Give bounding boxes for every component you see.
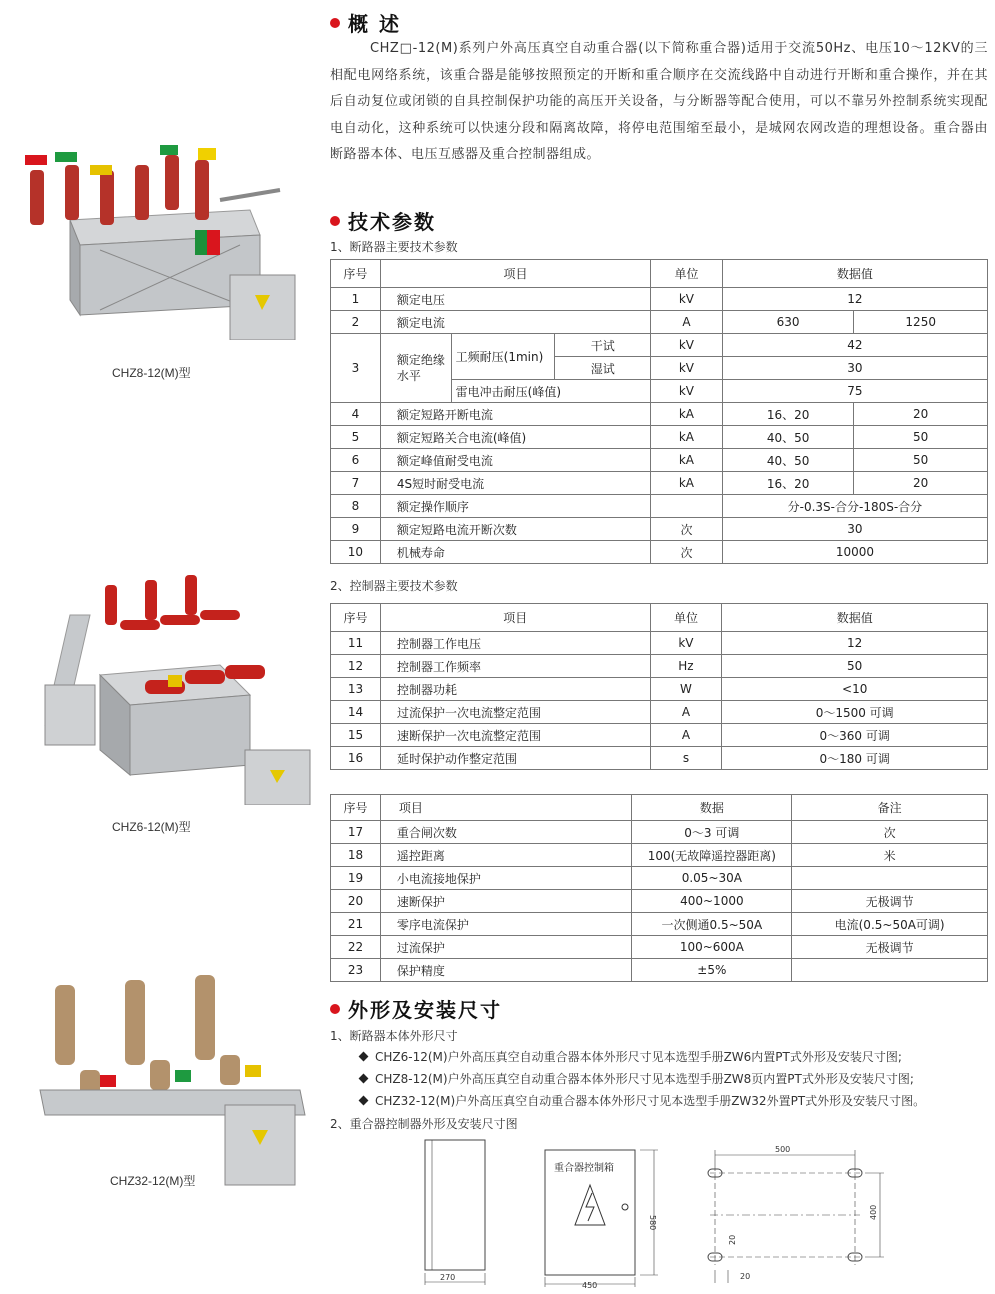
lock-icon	[622, 1204, 628, 1210]
table-row: 7 4S短时耐受电流 kA 16、20 20	[331, 472, 988, 495]
header-cell: 单位	[651, 260, 723, 288]
subheading-breaker-params: 1、断路器主要技术参数	[330, 240, 458, 254]
table-row: 23 保护精度 ±5%	[331, 959, 988, 982]
diamond-bullet-icon	[359, 1096, 369, 1106]
table-row: 6 额定峰值耐受电流 kA 40、50 50	[331, 449, 988, 472]
dim-270: 270	[440, 1273, 456, 1282]
table-row: 15 速断保护一次电流整定范围 A 0～360 可调	[331, 724, 988, 747]
header-cell: 序号	[331, 260, 381, 288]
header-cell: 序号	[331, 604, 381, 632]
header-cell: 备注	[792, 795, 988, 821]
header-cell: 项目	[380, 260, 650, 288]
table-row: 2 额定电流 A 630 1250	[331, 311, 988, 334]
bullet-dot-icon	[330, 18, 340, 28]
section-heading-overview: 概 述	[330, 8, 401, 37]
dim-20b: 20	[740, 1272, 751, 1281]
product-caption: CHZ32-12(M)型	[110, 1174, 196, 1188]
reference-bullet: CHZ32-12(M)户外高压真空自动重合器本体外形尺寸见本选型手册ZW32外置PT式外形及安装尺寸图。	[360, 1092, 925, 1109]
table-row: 20 速断保护 400~1000 无极调节	[331, 890, 988, 913]
product-caption: CHZ8-12(M)型	[112, 366, 191, 380]
table-row: 5 额定短路关合电流(峰值) kA 40、50 50	[331, 426, 988, 449]
chz6-product-image	[20, 555, 320, 805]
dim-400: 400	[869, 1204, 878, 1220]
table-row: 17 重合闸次数 0～3 可调 次	[331, 821, 988, 844]
subheading-controller-dimensions: 2、重合器控制器外形及安装尺寸图	[330, 1117, 518, 1131]
table-row: 21 零序电流保护 一次侧通0.5~50A 电流(0.5~50A可调)	[331, 913, 988, 936]
section-heading-specs: 技术参数	[330, 206, 436, 235]
subheading-body-dimensions: 1、断路器本体外形尺寸	[330, 1029, 458, 1043]
dim-450: 450	[582, 1281, 598, 1290]
lightning-icon	[586, 1193, 594, 1221]
table-row: 12 控制器工作频率 Hz 50	[331, 655, 988, 678]
header-cell: 序号	[331, 795, 381, 821]
breaker-spec-table	[330, 259, 988, 564]
warning-triangle-icon	[575, 1185, 605, 1225]
bullet-dot-icon	[330, 216, 340, 226]
dim-20a: 20	[728, 1234, 737, 1245]
reference-bullet: CHZ8-12(M)户外高压真空自动重合器本体外形尺寸见本选型手册ZW8页内置PT式外形及安装尺寸图;	[360, 1070, 914, 1087]
reference-bullet: CHZ6-12(M)户外高压真空自动重合器本体外形尺寸见本选型手册ZW6内置PT式外形及安装尺寸图;	[360, 1048, 902, 1065]
header-cell: 项目	[380, 795, 632, 821]
dim-580: 580	[648, 1215, 657, 1231]
overview-paragraph: CHZ□-12(M)系列户外高压真空自动重合器(以下简称重合器)适用于交流50Hz、电压10～12KV的三相配电网络系统，该重合器是能够按照预定的开断和重合顺序在交流线路中自动进行开断和重合操作，并在其后自动复位或闭锁的自具控制保护功能的高压开关设备，与分断器等配合使用，可以不靠另外控制系统实现配电自动化，这种系统可以快速分段和隔离故障，将停电范围缩至最小，是城网农网改造的理想设备。重合器由断路器本体、电压互感器及重合控制器组成。	[330, 41, 988, 162]
table-row: 16 延时保护动作整定范围 s 0～180 可调	[331, 747, 988, 770]
table-row: 19 小电流接地保护 0.05~30A	[331, 867, 988, 890]
table-row: 雷电冲击耐压(峰值) kV 75	[331, 380, 988, 403]
table-row: 3 额定绝缘水平 工频耐压(1min) 干试 kV 42	[331, 334, 988, 357]
table-row: 11 控制器工作电压 kV 12	[331, 632, 988, 655]
controller-box-label: 重合器控制箱	[554, 1163, 614, 1174]
product-caption: CHZ6-12(M)型	[112, 820, 191, 834]
header-cell: 数据值	[722, 604, 988, 632]
chz32-product-image	[30, 965, 310, 1190]
dim-500: 500	[775, 1145, 791, 1154]
table-row: 9 额定短路电流开断次数 次 30	[331, 518, 988, 541]
product-gallery	[0, 0, 320, 1294]
protection-spec-table	[330, 794, 988, 982]
table-row: 13 控制器功耗 W <10	[331, 678, 988, 701]
table-row: 14 过流保护一次电流整定范围 A 0～1500 可调	[331, 701, 988, 724]
table-row: 22 过流保护 100~600A 无极调节	[331, 936, 988, 959]
chz8-product-image	[10, 140, 310, 340]
header-cell: 数据	[632, 795, 792, 821]
controller-spec-table	[330, 603, 988, 770]
subheading-controller-params: 2、控制器主要技术参数	[330, 579, 458, 593]
table-row: 10 机械寿命 次 10000	[331, 541, 988, 564]
section-heading-dimensions: 外形及安装尺寸	[330, 994, 502, 1023]
table-row: 1 额定电压 kV 12	[331, 288, 988, 311]
bullet-dot-icon	[330, 1004, 340, 1014]
header-cell: 项目	[380, 604, 650, 632]
table-row: 18 遥控距离 100(无故障遥控器距离) 米	[331, 844, 988, 867]
diamond-bullet-icon	[359, 1074, 369, 1084]
diamond-bullet-icon	[359, 1052, 369, 1062]
table-row: 8 额定操作顺序 分-0.3S-合分-180S-合分	[331, 495, 988, 518]
header-cell: 数据值	[722, 260, 987, 288]
table-row: 湿试 kV 30	[331, 357, 988, 380]
header-cell: 单位	[650, 604, 722, 632]
table-row: 4 额定短路开断电流 kA 16、20 20	[331, 403, 988, 426]
controller-dimension-drawing	[410, 1135, 890, 1290]
